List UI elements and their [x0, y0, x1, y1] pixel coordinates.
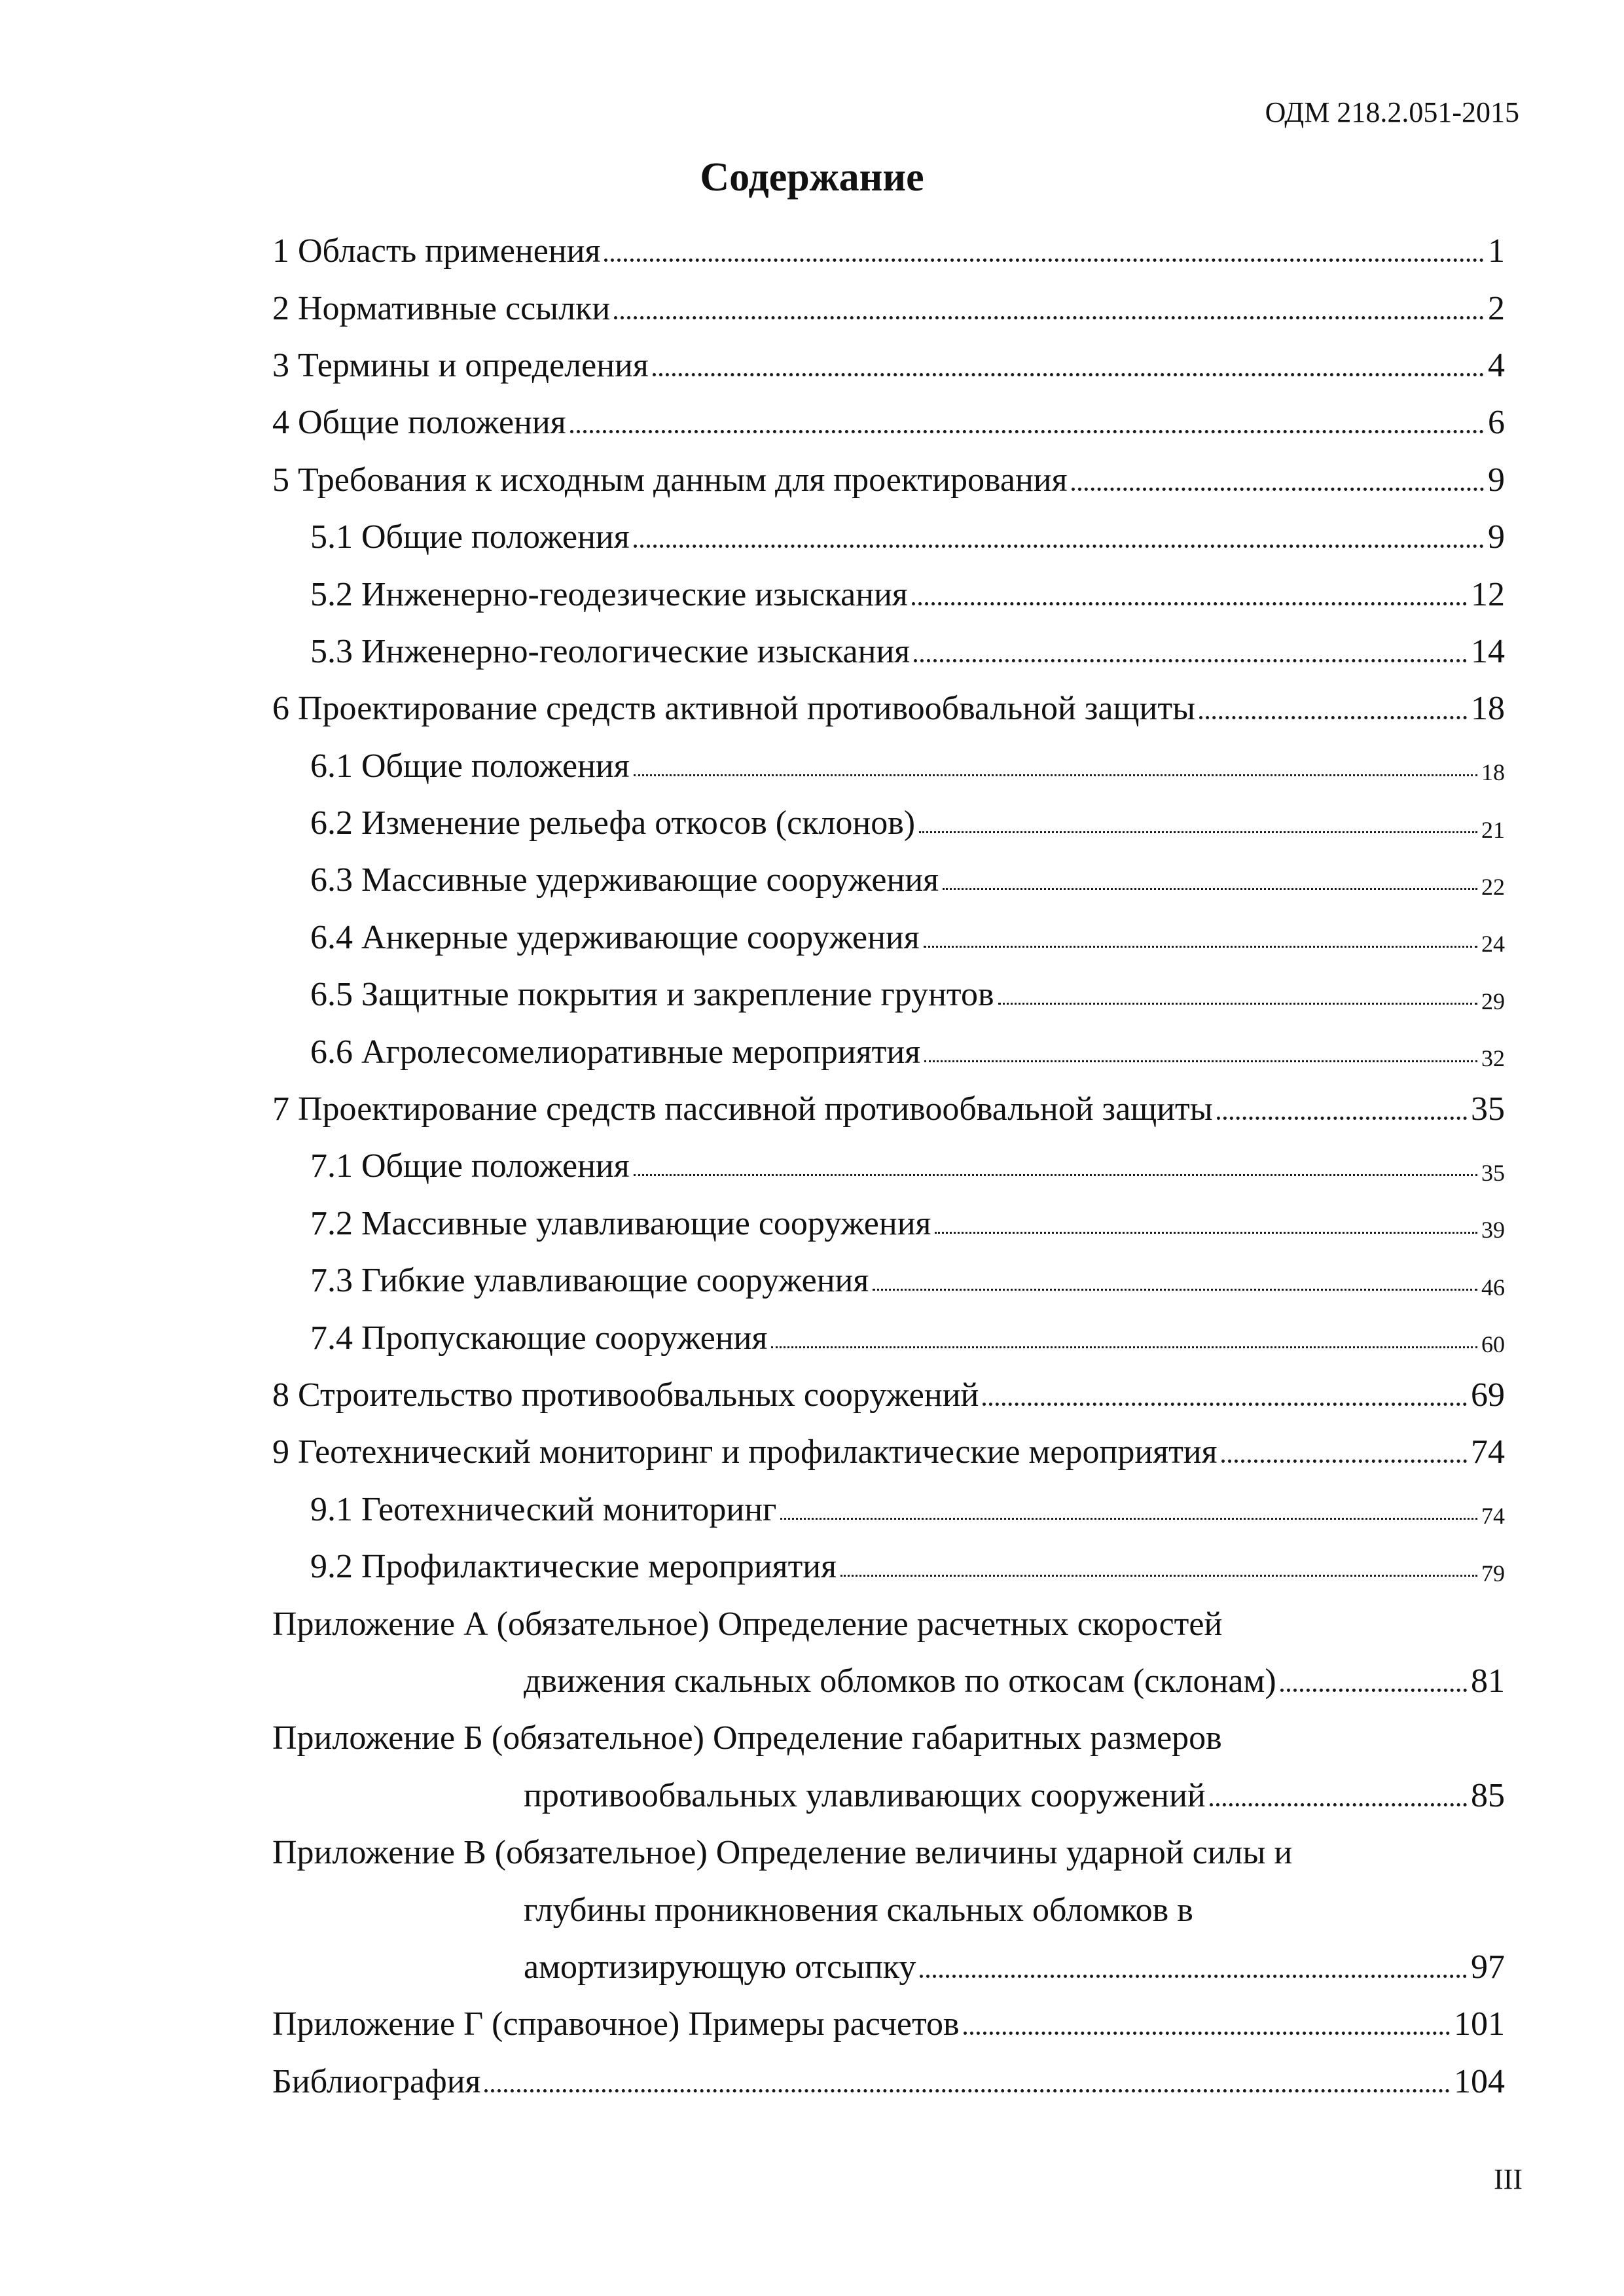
toc-entry-page: 22 — [1481, 873, 1505, 900]
toc-entry-page: 6 — [1488, 404, 1505, 442]
toc-entry-title: 1 Область применения — [272, 232, 601, 270]
toc-entry-page: 85 — [1471, 1776, 1505, 1814]
dot-leader — [771, 1346, 1477, 1348]
dot-leader — [840, 1575, 1477, 1577]
dot-leader — [912, 602, 1467, 605]
toc-subentry[interactable] — [272, 1538, 1505, 1595]
toc-entry-page: 60 — [1481, 1331, 1505, 1358]
toc-subentry[interactable] — [272, 852, 1505, 908]
dot-leader — [920, 1975, 1467, 1978]
toc-entry-page: 81 — [1471, 1662, 1505, 1700]
toc-subentry[interactable] — [272, 565, 1505, 622]
toc-subentry[interactable] — [272, 909, 1505, 966]
toc-entry-page: 32 — [1481, 1045, 1505, 1072]
dot-leader — [924, 946, 1477, 948]
toc-subentry[interactable] — [272, 1252, 1505, 1309]
toc-entry-title: 7 Проектирование средств пассивной противообвальной защиты — [272, 1090, 1213, 1128]
toc-entry-title: 6.3 Массивные удерживающие сооружения — [310, 861, 939, 899]
toc-entry-page: 18 — [1471, 690, 1505, 728]
toc-entry-title: 7.1 Общие положения — [310, 1147, 630, 1185]
toc-entry-title: 7.4 Пропускающие сооружения — [310, 1319, 768, 1357]
dot-leader — [604, 259, 1484, 262]
toc-entry-page: 39 — [1481, 1217, 1505, 1244]
toc-appendix-v-continuation[interactable] — [272, 1881, 1505, 1938]
toc-entry[interactable] — [272, 680, 1505, 737]
dot-leader — [1221, 1460, 1467, 1463]
toc-entry-title: 5.2 Инженерно-геодезические изыскания — [310, 575, 908, 613]
toc-entry-page: 97 — [1471, 1948, 1505, 1986]
dot-leader — [919, 831, 1477, 833]
document-code: ОДМ 218.2.051-2015 — [1265, 96, 1519, 128]
toc-entry-page: 29 — [1481, 988, 1505, 1014]
dot-leader — [1072, 488, 1484, 491]
toc-appendix-v-heading[interactable] — [272, 1824, 1505, 1881]
toc-entry[interactable] — [272, 452, 1505, 509]
dot-leader — [780, 1518, 1477, 1520]
toc-subentry[interactable] — [272, 509, 1505, 565]
toc-entry-title: 6.6 Агролесомелиоративные мероприятия — [310, 1033, 921, 1071]
toc-appendix-b-heading[interactable] — [272, 1710, 1505, 1767]
toc-appendix-g[interactable] — [272, 1996, 1505, 2053]
toc-entry-title: противообвальных улавливающих сооружений — [524, 1776, 1206, 1814]
toc-entry[interactable] — [272, 1367, 1505, 1424]
toc-subentry[interactable] — [272, 1138, 1505, 1194]
toc-entry-title: 4 Общие положения — [272, 404, 566, 442]
toc-entry-title: Приложение Г (справочное) Примеры расчетов — [272, 2005, 960, 2043]
dot-leader — [924, 1060, 1477, 1062]
toc-entry-page: 35 — [1481, 1159, 1505, 1186]
toc-entry-title: движения скальных обломков по откосам (склонам) — [524, 1662, 1276, 1700]
toc-entry-title: 7.3 Гибкие улавливающие сооружения — [310, 1262, 869, 1300]
toc-entry-title: 6.1 Общие положения — [310, 747, 630, 785]
toc-subentry[interactable] — [272, 795, 1505, 852]
toc-subentry[interactable] — [272, 623, 1505, 680]
toc-entry-title: амортизирующую отсыпку — [524, 1948, 916, 1986]
dot-leader — [873, 1289, 1477, 1291]
toc-appendix-v-continuation[interactable] — [272, 1939, 1505, 1996]
dot-leader — [1210, 1803, 1467, 1806]
toc-entry[interactable] — [272, 394, 1505, 451]
toc-subentry[interactable] — [272, 966, 1505, 1023]
table-of-contents — [272, 223, 1505, 2110]
toc-entry-title: 2 Нормативные ссылки — [272, 289, 611, 327]
toc-subentry[interactable] — [272, 1481, 1505, 1538]
toc-entry-page: 101 — [1454, 2005, 1505, 2043]
toc-entry-title: Приложение А (обязательное) Определение расчетных скоростей — [272, 1605, 1223, 1643]
page-title: Содержание — [700, 155, 924, 200]
toc-subentry[interactable] — [272, 738, 1505, 795]
toc-entry-page: 14 — [1471, 632, 1505, 670]
toc-entry-title: 7.2 Массивные улавливающие сооружения — [310, 1204, 931, 1242]
dot-leader — [570, 430, 1484, 433]
toc-entry[interactable] — [272, 1081, 1505, 1138]
dot-leader — [484, 2089, 1450, 2092]
toc-entry-page: 21 — [1481, 816, 1505, 843]
toc-entry-title: 9 Геотехнический мониторинг и профилактические мероприятия — [272, 1433, 1218, 1471]
dot-leader — [634, 774, 1477, 776]
toc-entry-page: 35 — [1471, 1090, 1505, 1128]
toc-entry-title: Приложение Б (обязательное) Определение габаритных размеров — [272, 1719, 1222, 1757]
toc-appendix-a-heading[interactable] — [272, 1595, 1505, 1652]
toc-entry-title: 8 Строительство противообвальных сооружений — [272, 1376, 979, 1414]
toc-entry-page: 79 — [1481, 1560, 1505, 1587]
toc-entry-page: 9 — [1488, 518, 1505, 556]
toc-entry-page: 18 — [1481, 759, 1505, 786]
toc-entry-page: 74 — [1471, 1433, 1505, 1471]
dot-leader — [998, 1003, 1477, 1005]
toc-entry-page: 24 — [1481, 931, 1505, 958]
dot-leader — [1280, 1689, 1467, 1692]
toc-entry[interactable] — [272, 223, 1505, 279]
toc-entry[interactable] — [272, 1424, 1505, 1480]
toc-entry-page: 9 — [1488, 461, 1505, 499]
toc-bibliography[interactable] — [272, 2053, 1505, 2110]
dot-leader — [914, 659, 1467, 662]
toc-entry-title: 9.1 Геотехнический мониторинг — [310, 1490, 777, 1528]
toc-entry-title: Библиография — [272, 2062, 481, 2100]
dot-leader — [943, 888, 1477, 890]
dot-leader — [634, 545, 1484, 548]
toc-entry-title: 9.2 Профилактические мероприятия — [310, 1548, 837, 1586]
toc-entry-title: 6.4 Анкерные удерживающие сооружения — [310, 918, 920, 956]
dot-leader — [1199, 716, 1467, 719]
toc-entry-page: 2 — [1488, 289, 1505, 327]
toc-entry-title: Приложение В (обязательное) Определение величины ударной силы и — [272, 1834, 1293, 1872]
dot-leader — [634, 1174, 1477, 1176]
toc-subentry[interactable] — [272, 1023, 1505, 1080]
toc-entry-title: 3 Термины и определения — [272, 346, 649, 384]
toc-entry-page: 104 — [1454, 2062, 1505, 2100]
page-number: III — [1494, 2163, 1523, 2195]
toc-entry-page: 4 — [1488, 346, 1505, 384]
toc-entry-title: 5.3 Инженерно-геологические изыскания — [310, 632, 911, 670]
toc-entry-title: 6.5 Защитные покрытия и закрепление грунтов — [310, 976, 994, 1014]
toc-entry-title: 5 Требования к исходным данным для проектирования — [272, 461, 1068, 499]
toc-entry-page: 1 — [1488, 232, 1505, 270]
dot-leader — [653, 373, 1484, 376]
toc-appendix-a-continuation[interactable] — [272, 1653, 1505, 1710]
toc-entry-page: 69 — [1471, 1376, 1505, 1414]
dot-leader — [964, 2032, 1450, 2035]
toc-entry-page: 74 — [1481, 1503, 1505, 1530]
toc-entry[interactable] — [272, 279, 1505, 336]
toc-entry-title: 6 Проектирование средств активной противообвальной защиты — [272, 690, 1196, 728]
toc-entry-title: 5.1 Общие положения — [310, 518, 630, 556]
toc-appendix-b-continuation[interactable] — [272, 1767, 1505, 1824]
toc-entry-page: 12 — [1471, 575, 1505, 613]
toc-entry-page: 46 — [1481, 1274, 1505, 1300]
dot-leader — [614, 316, 1484, 319]
toc-entry[interactable] — [272, 337, 1505, 394]
toc-entry-title: 6.2 Изменение рельефа откосов (склонов) — [310, 804, 916, 842]
toc-subentry[interactable] — [272, 1195, 1505, 1252]
dot-leader — [1217, 1117, 1467, 1120]
dot-leader — [935, 1232, 1477, 1234]
toc-subentry[interactable] — [272, 1309, 1505, 1366]
dot-leader — [983, 1403, 1467, 1406]
toc-entry-title: глубины проникновения скальных обломков в — [524, 1891, 1193, 1929]
